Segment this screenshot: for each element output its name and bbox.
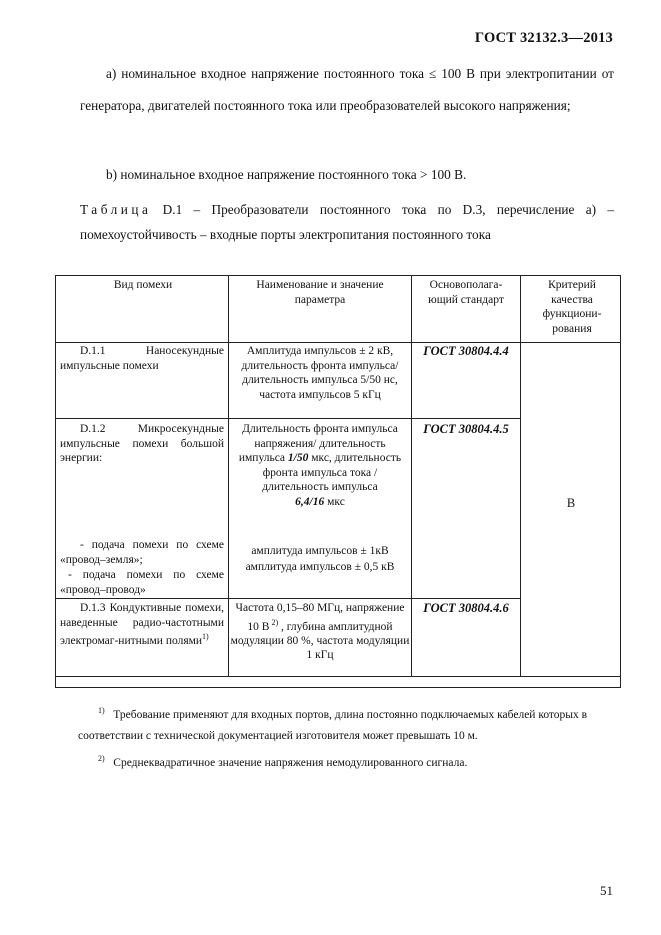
header-criterion: Критерий качества функциони-рования [542,279,602,335]
table-divider [411,276,412,676]
footnote-2 [78,748,608,774]
row2-param-b: мкс, длительность фронта импульса тока /длительность импульса [262,452,402,493]
footnote-1 [78,700,608,747]
paragraph-a: а) номинальное входное напряжение постоянного тока ≤ 100 В при электропитании от генератора, двигателей постоянного тока или преобразователей высокого напряжения; [80,66,614,113]
row3-type-text: D.1.3 Кондуктивные помехи, наведенные радио-частотными электромаг-нитными полями [60,602,224,647]
row2-param-b-unit: мкс [324,495,345,508]
interference-table [55,275,621,769]
row1-parameter: Амплитуда импульсов ± 2 кВ, длительность фронта импульса/длительность импульса 5/50 нс, частота импульсов 5 кГц [241,345,399,401]
row2-amplitude-wire: амплитуда импульсов ± 0,5 кВ [245,561,395,573]
row3-standard: ГОСТ 30804.4.6 [423,601,509,615]
header-parameter: Наименование и значение параметра [256,279,384,306]
table-divider [56,418,520,419]
row2-type: D.1.2 Микросекундные импульсные помехи большой энергии: [60,423,224,464]
row2-sub-wire: - подача помехи по схеме «провод–провод» [60,569,224,596]
row2-standard: ГОСТ 30804.4.5 [423,422,509,436]
row1-type: D.1.1 Наносекундные импульсные помехи [60,345,224,372]
footnote-2-text: Среднеквадратичное значение напряжения немодулированного сигнала. [113,756,468,769]
table-divider [56,676,620,677]
row3-param-footnote-ref: 2) [269,617,279,627]
table-divider [56,342,620,343]
paragraph-b: b) номинальное входное напряжение постоянного тока > 100 В. [106,167,467,182]
table-caption [80,197,614,247]
table-divider [228,276,229,676]
row2-param-a-value: 1/50 [287,452,309,464]
footnote-1-mark: 1) [98,706,105,715]
page-number: 51 [600,883,613,898]
row2-sub-ground: - подача помехи по схеме «провод–земля»; [60,539,224,566]
row3-parameter [230,601,410,663]
document-header: ГОСТ 32132.3—2013 [474,30,613,46]
table-divider [520,276,521,676]
row3-type [60,601,224,648]
footnote-2-mark: 2) [98,754,105,763]
caption-label: Таблица [80,202,152,217]
header-standard: Основополага-ющий стандарт [428,279,504,306]
row2-parameter [230,422,410,509]
table-divider [56,598,520,599]
row2-param-a: Длительность фронта импульса напряжения/ длительность импульса [238,423,398,464]
criterion-value: В [566,496,576,510]
row3-param-a: Частота 0,15–80 МГц, напряжение 10 В [235,602,405,633]
footnote-1-text: Требование применяют для входных портов, длина постоянно подключаемых кабелей которых в соответствии с технической документацией изготовителя может превышать 10 м. [78,708,588,742]
header-interference-type: Вид помехи [113,279,173,291]
row3-footnote-ref: 1) [202,632,209,641]
row2-param-b-value: 6,4/16 [295,495,325,508]
row3-param-b: , глубина амплитудной модуляции 80 %, частота модуляции 1 кГц [230,620,410,662]
row2-amplitude-ground: амплитуда импульсов ± 1кВ [251,545,389,557]
row1-standard: ГОСТ 30804.4.4 [423,344,509,358]
caption-text: D.1 – Преобразователи постоянного тока по D.3, перечисление а) – помехоустойчивость – входные порты электропитания постоянного тока [80,202,614,242]
